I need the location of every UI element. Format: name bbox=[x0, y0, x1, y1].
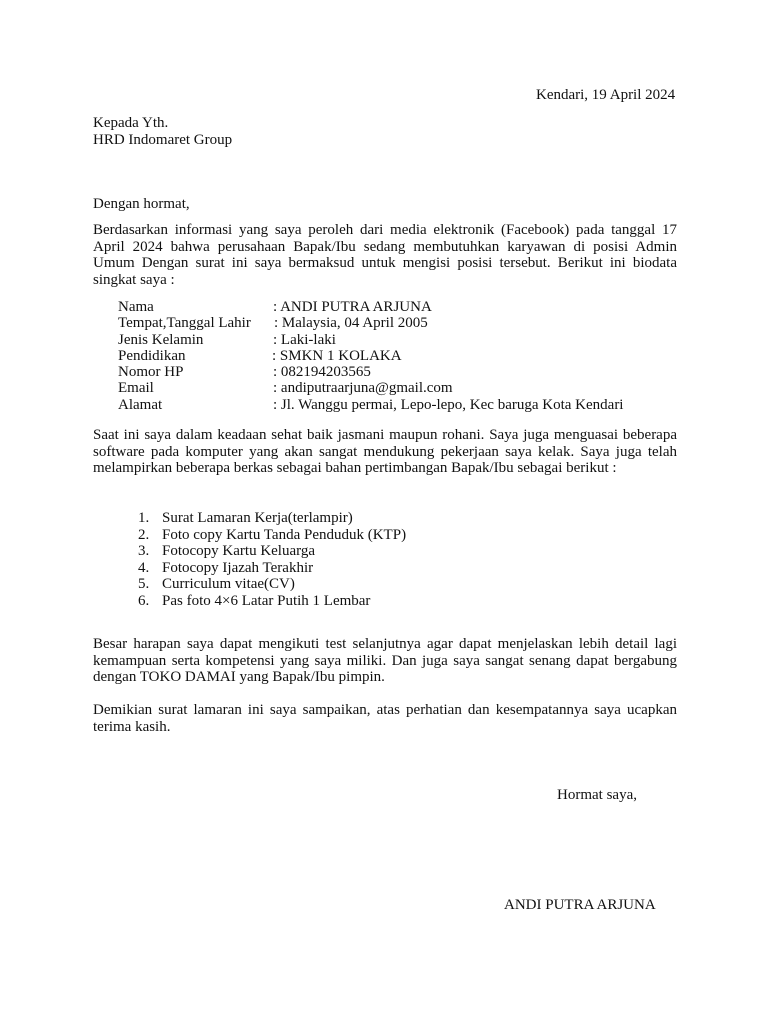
biodata-value: : Laki-laki bbox=[273, 331, 336, 348]
list-text: Fotocopy Kartu Keluarga bbox=[162, 543, 316, 559]
recipient-line-1: Kepada Yth. bbox=[93, 115, 169, 131]
biodata-value: : Malaysia, 04 April 2005 bbox=[274, 315, 428, 332]
biodata-label: Alamat bbox=[118, 396, 163, 413]
body-text-2: Besar harapan saya dapat mengikuti test selanjutnya agar dapat menjelaskan lebih detail lagi kemampuan serta kompetensi yang saya miliki. Dan juga saya sangat senang dapat bergabung dengan TOKO DAMAI yang Bapak/Ibu pimpin. bbox=[93, 636, 677, 685]
list-number: 5. bbox=[138, 576, 150, 592]
biodata-value: : andiputraarjuna@gmail.com bbox=[273, 380, 453, 397]
signature-name: ANDI PUTRA ARJUNA bbox=[504, 897, 656, 913]
body-paragraph-1 bbox=[93, 427, 677, 477]
list-number: 4. bbox=[138, 559, 150, 576]
list-text: Surat Lamaran Kerja(terlampir) bbox=[162, 510, 353, 526]
list-number: 6. bbox=[138, 592, 150, 609]
signoff: Hormat saya, bbox=[557, 787, 637, 803]
body-text-1: Saat ini saya dalam keadaan sehat baik jasmani maupun rohani. Saya juga menguasai beberapa software pada komputer yang akan sangat mendukung pekerjaan saya kelak. Saya juga telah melampirkan beberapa berkas sebagai bahan pertimbangan Bapak/Ibu sebagai berikut : bbox=[93, 427, 677, 476]
list-text: Pas foto 4×6 Latar Putih 1 Lembar bbox=[162, 592, 371, 609]
list-text: Curriculum vitae(CV) bbox=[162, 576, 295, 592]
list-text: Fotocopy Ijazah Terakhir bbox=[162, 559, 314, 576]
biodata-value: : Jl. Wanggu permai, Lepo-lepo, Kec baruga Kota Kendari bbox=[273, 396, 624, 413]
list-number: 2. bbox=[138, 526, 150, 543]
biodata-label: Nama bbox=[118, 299, 154, 315]
biodata-value: : 082194203565 bbox=[273, 364, 371, 381]
biodata-label: Pendidikan bbox=[118, 347, 186, 364]
list-number: 3. bbox=[138, 543, 150, 559]
intro-paragraph bbox=[93, 222, 677, 288]
intro-text: Berdasarkan informasi yang saya peroleh dari media elektronik (Facebook) pada tanggal 17 April 2024 bahwa perusahaan Bapak/Ibu sedang membutuhkan karyawan di posisi Admin Umum Dengan surat ini saya bermaksud untuk mengisi posisi tersebut. Berikut ini biodata singkat saya : bbox=[93, 222, 677, 288]
list-number: 1. bbox=[138, 510, 150, 526]
body-paragraph-2 bbox=[93, 636, 677, 686]
biodata-label: Tempat,Tanggal Lahir bbox=[118, 315, 251, 332]
biodata-label: Nomor HP bbox=[118, 364, 184, 381]
recipient-line-2: HRD Indomaret Group bbox=[93, 132, 233, 148]
list-text: Foto copy Kartu Tanda Penduduk (KTP) bbox=[162, 526, 407, 543]
closing-paragraph bbox=[93, 702, 677, 735]
closing-text: Demikian surat lamaran ini saya sampaikan, atas perhatian dan kesempatannya saya ucapkan terima kasih. bbox=[93, 702, 677, 735]
biodata-label: Jenis Kelamin bbox=[118, 331, 204, 348]
biodata-label: Email bbox=[118, 380, 154, 397]
biodata-value: : SMKN 1 KOLAKA bbox=[272, 347, 402, 364]
salutation: Dengan hormat, bbox=[93, 196, 190, 212]
biodata-value: : ANDI PUTRA ARJUNA bbox=[273, 299, 432, 315]
place-date: Kendari, 19 April 2024 bbox=[536, 87, 676, 103]
